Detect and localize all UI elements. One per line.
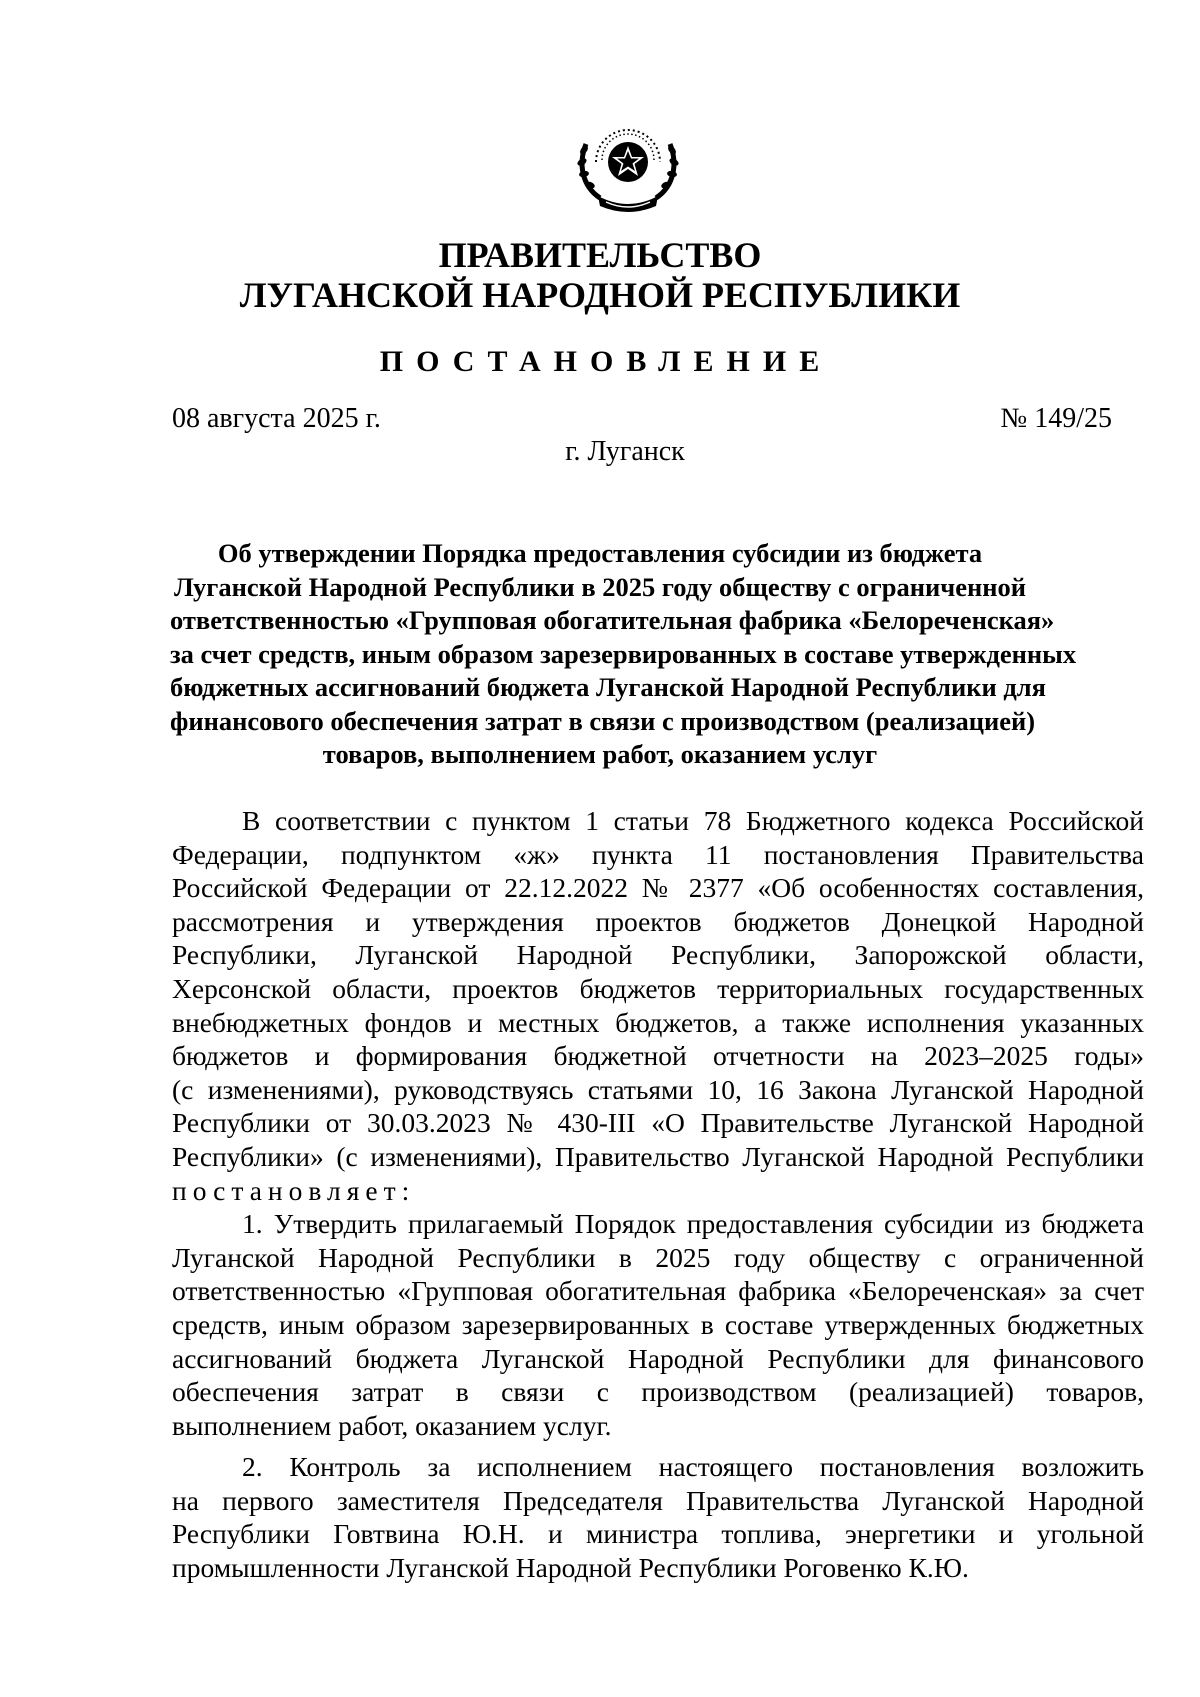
body-line: ответственностью «Групповая обогатительная фабрика «Белореченская» за счет — [172, 1275, 1144, 1307]
body-line: Республики, Луганской Народной Республики, Запорожской области, — [172, 939, 1144, 971]
title-line: ответственностью «Групповая обогатительная фабрика «Белореченская» — [170, 605, 1055, 635]
body-line: бюджетов и формирования бюджетной отчетности на 2023–2025 годы» — [172, 1040, 1144, 1072]
body-line: В соответствии с пунктом 1 статьи 78 Бюджетного кодекса Российской — [242, 805, 1144, 836]
body-line: Федерации, подпунктом «ж» пункта 11 постановления Правительства — [172, 838, 1144, 870]
title-line: финансового обеспечения затрат в связи с производством (реализацией) — [170, 705, 1036, 736]
item-1-paragraph — [172, 1207, 1144, 1442]
body-line: обеспечения затрат в связи с производством (реализацией) товаров, — [172, 1376, 1144, 1408]
body-line: Российской Федерации от 22.12.2022 № 2377 «Об особенностях составления, — [172, 872, 1144, 904]
body-line: Республики» (с изменениями), Правительство Луганской Народной Республики — [172, 1140, 1144, 1172]
body-line: ассигнований бюджета Луганской Народной Республики для финансового — [172, 1342, 1144, 1374]
body-line: Херсонской области, проектов бюджетов территориальных государственных — [172, 972, 1144, 1004]
body-line: 2. Контроль за исполнением настоящего постановления возложить — [242, 1451, 1144, 1483]
body-line: Республики Говтвина Ю.Н. и министра топлива, энергетики и угольной — [172, 1518, 1144, 1550]
body-line: Республики от 30.03.2023 № 430-III «О Правительстве Луганской Народной — [172, 1107, 1144, 1139]
body-line: (с изменениями), руководствуясь статьями 10, 16 Закона Луганской Народной — [172, 1073, 1144, 1105]
preamble-paragraph — [172, 804, 1144, 1207]
document-body — [172, 804, 1144, 1585]
document-title — [170, 537, 1077, 772]
body-line: выполнением работ, оказанием услуг. — [172, 1409, 612, 1441]
issuer-line-2: ЛУГАНСКОЙ НАРОДНОЙ РЕСПУБЛИКИ — [239, 275, 961, 315]
body-line: внебюджетных фондов и местных бюджетов, а также исполнения указанных — [172, 1006, 1144, 1038]
body-line: на первого заместителя Председателя Правительства Луганской Народной — [172, 1484, 1144, 1516]
title-line: за счет средств, иным образом зарезервированных в составе утвержденных — [170, 638, 1077, 669]
title-line: бюджетных ассигнований бюджета Луганской Народной Республики для — [170, 672, 1047, 702]
document-date: 08 августа 2025 г. — [172, 403, 381, 434]
item-2-paragraph — [172, 1450, 1144, 1584]
lnr-coat-of-arms-icon — [572, 120, 684, 218]
title-line: Об утверждении Порядка предоставления субсидии из бюджета — [217, 538, 983, 568]
body-line: 1. Утвердить прилагаемый Порядок предоставления субсидии из бюджета — [242, 1208, 1144, 1240]
document-type: ПОСТАНОВЛЕНИЕ — [379, 345, 833, 378]
body-line: средств, иным образом зарезервированных в составе утвержденных бюджетных — [172, 1308, 1144, 1340]
body-line-resolves: постановляет: — [172, 1174, 416, 1206]
title-line: Луганской Народной Республики в 2025 году обществу с ограниченной — [173, 571, 1027, 602]
body-line: Луганской Народной Республики в 2025 году обществу с ограниченной — [172, 1241, 1144, 1273]
document-place: г. Луганск — [565, 436, 685, 467]
body-line: промышленности Луганской Народной Республики Роговенко К.Ю. — [172, 1552, 969, 1584]
title-line: товаров, выполнением работ, оказанием услуг — [322, 739, 878, 769]
body-line: рассмотрения и утверждения проектов бюджетов Донецкой Народной — [172, 905, 1144, 937]
issuer-line-1: ПРАВИТЕЛЬСТВО — [438, 235, 762, 275]
document-number: № 149/25 — [1000, 403, 1112, 434]
